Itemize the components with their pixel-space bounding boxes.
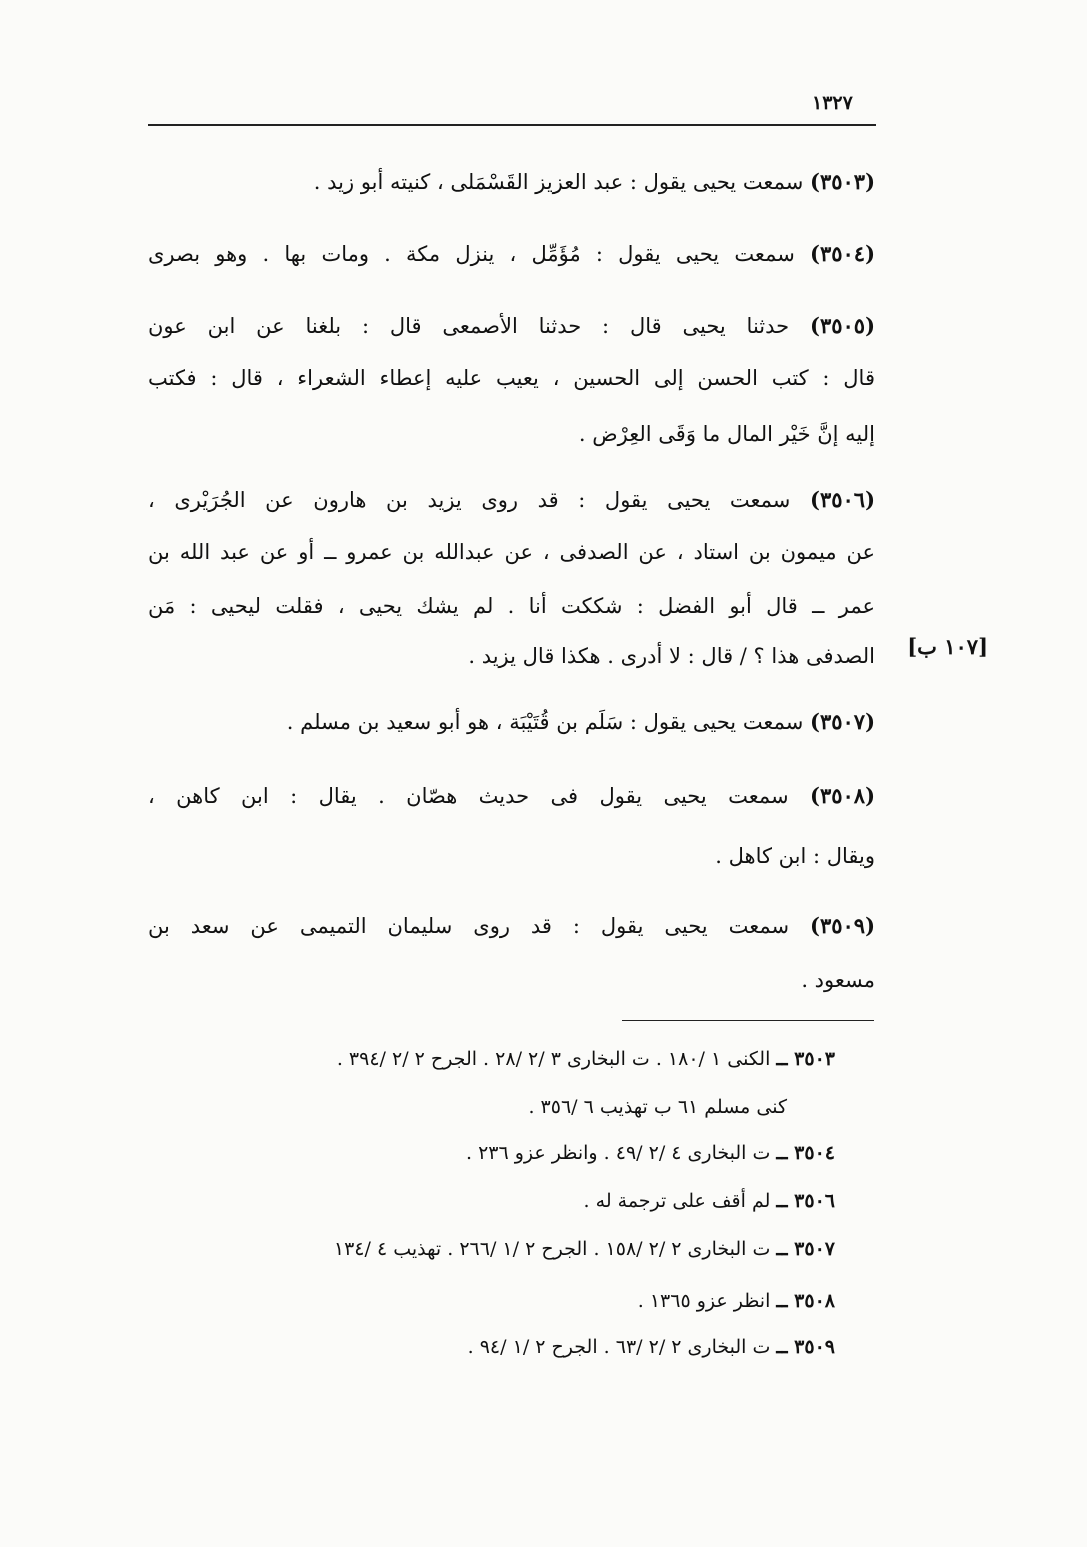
footnote-number: ٣٥٠٧ ــ — [776, 1238, 835, 1260]
footnote-text: كنى مسلم ٦١ ب تهذيب ٦ /٣٥٦ . — [528, 1096, 787, 1118]
entry-3506-line-1 — [148, 486, 875, 514]
footnote-text: لم أقف على ترجمة له . — [583, 1190, 771, 1212]
entry-number: (٣٥٠٦) — [810, 487, 875, 512]
footnote-3509 — [468, 1334, 835, 1360]
footnote-3504 — [466, 1140, 835, 1166]
footnote-number: ٣٥٠٣ ــ — [776, 1048, 835, 1070]
entry-number: (٣٥٠٧) — [810, 709, 875, 734]
entry-3505-line-2: قال : كتب الحسن إلى الحسين ، يعيب عليه إعطاء الشعراء ، قال : فكتب — [148, 366, 875, 390]
entry-number: (٣٥٠٤) — [810, 241, 875, 266]
page-number: ١٣٢٧ — [812, 92, 853, 114]
footnote-3507 — [334, 1236, 835, 1262]
entry-text: سمعت يحيى يقول : سَلَم بن قُتَيْبَة ، هو أبو سعيد بن مسلم . — [286, 710, 804, 734]
entry-text: حدثنا يحيى قال : حدثنا الأصمعى قال : بلغنا عن ابن عون — [148, 314, 790, 338]
entry-number: (٣٥٠٥) — [810, 313, 875, 338]
entry-3509-line-2: مسعود . — [801, 968, 875, 992]
entry-3509-line-1 — [148, 912, 875, 940]
footnote-3503-cont — [528, 1094, 787, 1120]
footnote-number: ٣٥٠٩ ــ — [776, 1336, 835, 1358]
footnote-3508 — [638, 1288, 835, 1314]
entry-3508-line-1 — [148, 782, 875, 810]
entry-3505-line-3: إليه إنَّ خَيْر المال ما وَقَى العِرْض . — [578, 422, 875, 446]
footnote-number: ٣٥٠٤ ــ — [776, 1142, 835, 1164]
entry-number: (٣٥٠٩) — [810, 913, 875, 938]
entry-3506-line-2: عن ميمون بن استاد ، عن الصدفى ، عن عبدالله بن عمرو ــ أو عن عبد الله بن — [148, 540, 875, 564]
footnote-3503 — [337, 1046, 835, 1072]
entry-3503-line-1 — [314, 168, 875, 196]
footnote-text: ت البخارى ٢ /٢ /١٥٨ . الجرح ٢ /١ /٢٦٦ . تهذيب ٤ /١٣٤ — [333, 1238, 771, 1260]
entry-number: (٣٥٠٨) — [810, 783, 875, 808]
header-rule — [148, 124, 876, 126]
entry-text: سمعت يحيى يقول : مُؤَمِّل ، ينزل مكة . ومات بها . وهو بصرى — [148, 242, 795, 266]
entry-3508-line-2: ويقال : ابن كاهل . — [715, 844, 875, 868]
footnote-text: ت البخارى ٤ /٢ /٤٩ . وانظر عزو ٢٣٦ . — [466, 1142, 771, 1164]
footnote-text: الكنى ١ /١٨٠ . ت البخارى ٣ /٢ /٢٨ . الجرح ٢ /٢ /٣٩٤ . — [336, 1048, 771, 1070]
entry-text: سمعت يحيى يقول : قد روى سليمان التميمى عن سعد بن — [148, 914, 790, 938]
footnote-number: ٣٥٠٦ ــ — [776, 1190, 835, 1212]
entry-text: سمعت يحيى يقول : قد روى يزيد بن هارون عن الجُرَيْرى ، — [148, 488, 791, 512]
folio-margin-ref: [١٠٧ ب] — [907, 634, 988, 659]
entry-3506-line-3: عمر ــ قال أبو الفضل : شككت أنا . لم يشك يحيى ، فقلت ليحيى : مَن — [148, 594, 875, 618]
entry-3505-line-1 — [148, 312, 875, 340]
entry-text: سمعت يحيى يقول فى حديث هصّان . يقال : ابن كاهن ، — [148, 784, 789, 808]
entry-text: سمعت يحيى يقول : عبد العزيز القَسْمَلى ، كنيته أبو زيد . — [313, 170, 804, 194]
footnote-rule — [622, 1020, 874, 1021]
footnote-text: ت البخارى ٢ /٢ /٦٣ . الجرح ٢ /١ /٩٤ . — [467, 1336, 771, 1358]
entry-3506-line-4: الصدفى هذا ؟ / قال : لا أدرى . هكذا قال يزيد . — [468, 644, 875, 668]
entry-3507-line-1 — [287, 708, 875, 736]
footnote-text: انظر عزو ١٣٦٥ . — [637, 1290, 771, 1312]
footnote-3506 — [584, 1188, 835, 1214]
footnote-number: ٣٥٠٨ ــ — [776, 1290, 835, 1312]
entry-3504-line-1 — [148, 240, 875, 268]
entry-number: (٣٥٠٣) — [810, 169, 875, 194]
